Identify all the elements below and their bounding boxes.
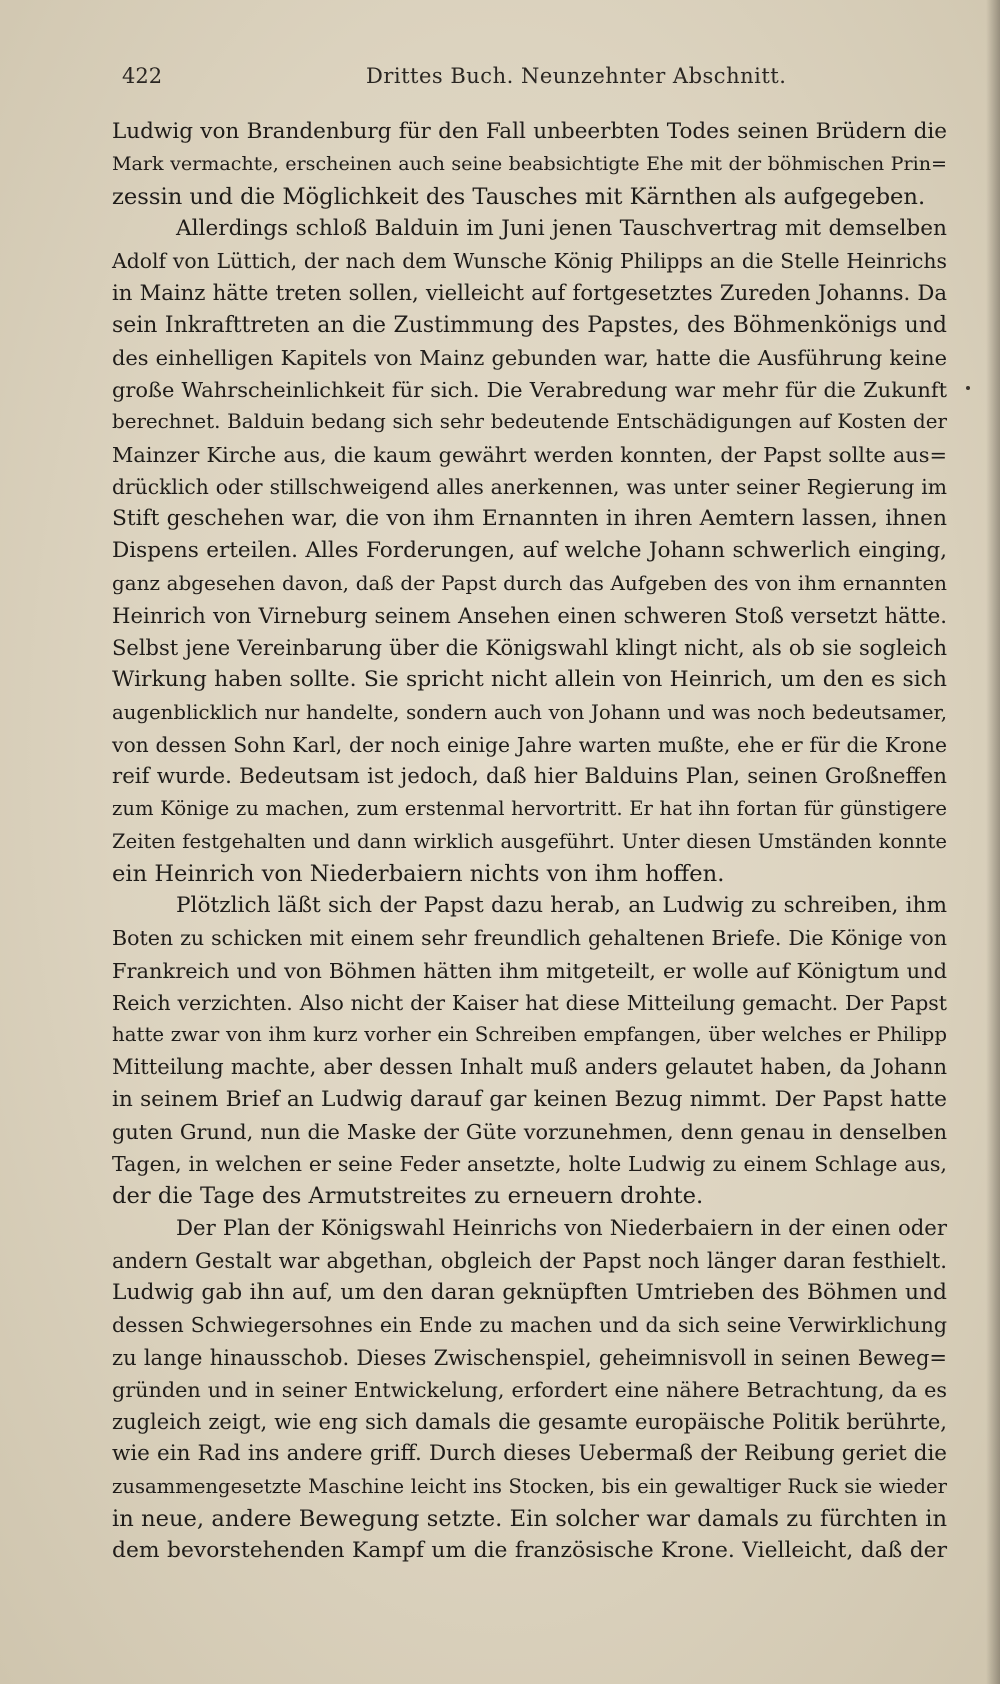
ink-speck <box>966 386 970 390</box>
text-line: zum Könige zu machen, zum erstenmal hervortritt. Er hat ihn fortan für günstigere <box>112 797 947 821</box>
text-line: guten Grund, nun die Maske der Güte vorzunehmen, denn genau in denselben <box>112 1119 947 1144</box>
text-line: andern Gestalt war abgethan, obgleich der Papst noch länger daran festhielt. <box>112 1247 947 1273</box>
running-head-title: Drittes Buch. Neunzehnter Abschnitt. <box>366 64 787 88</box>
text-line: Der Plan der Königswahl Heinrichs von Niederbaiern in der einen oder <box>176 1215 947 1241</box>
text-line: dem bevorstehenden Kampf um die französische Krone. Vielleicht, daß der <box>112 1538 947 1563</box>
text-line: Plötzlich läßt sich der Papst dazu herab, an Ludwig zu schreiben, ihm <box>176 893 947 918</box>
text-line: reif wurde. Bedeutsam ist jedoch, daß hier Balduins Plan, seinen Großneffen <box>112 764 947 789</box>
text-line: Reich verzichten. Also nicht der Kaiser hat diese Mitteilung gemacht. Der Papst <box>112 990 947 1015</box>
text-line: Zeiten festgehalten und dann wirklich ausgeführt. Unter diesen Umständen konnte <box>112 829 947 853</box>
text-line: Selbst jene Vereinbarung über die Königswahl klingt nicht, als ob sie sogleich <box>112 635 947 660</box>
text-line: Allerdings schloß Balduin im Juni jenen Tauschvertrag mit demselben <box>176 215 947 241</box>
text-line: gründen und in seiner Entwickelung, erfordert eine nähere Betrachtung, da es <box>112 1377 947 1402</box>
text-line: Wirkung haben sollte. Sie spricht nicht allein von Heinrich, um den es sich <box>112 667 947 693</box>
text-line: zessin und die Möglichkeit des Tausches mit Kärnthen als aufgegeben. <box>112 183 926 210</box>
paragraph-1 <box>112 116 947 213</box>
paragraph-3 <box>112 890 947 1213</box>
text-line: Frankreich und von Böhmen hätten ihm mitgeteilt, er wolle auf Königtum und <box>112 958 947 983</box>
paragraph-4 <box>112 1213 947 1568</box>
text-line: Mark vermachte, erscheinen auch seine beabsichtigte Ehe mit der böhmischen Prin= <box>112 152 947 176</box>
text-line: Mainzer Kirche aus, die kaum gewährt werden konnten, der Papst sollte aus= <box>112 442 947 467</box>
text-line: Stift geschehen war, die von ihm Ernannten in ihren Aemtern lassen, ihnen <box>112 506 947 531</box>
text-line: des einhelligen Kapitels von Mainz gebunden war, hatte die Ausführung keine <box>112 345 947 370</box>
running-head <box>122 64 942 100</box>
text-line: von dessen Sohn Karl, der noch einige Jahre warten mußte, ehe er für die Krone <box>112 732 947 757</box>
text-line: zu lange hinausschob. Dieses Zwischenspiel, geheimnisvoll in seinen Beweg= <box>112 1344 947 1370</box>
text-line: ein Heinrich von Niederbaiern nichts von ihm hoffen. <box>112 860 725 887</box>
text-line: dessen Schwiegersohnes ein Ende zu machen und da sich seine Verwirklichung <box>112 1313 947 1338</box>
text-line: augenblicklich nur handelte, sondern auch von Johann und was noch bedeutsamer, <box>112 700 947 724</box>
text-line: große Wahrscheinlichkeit für sich. Die Verabredung war mehr für die Zukunft <box>112 378 947 402</box>
text-line: Tagen, in welchen er seine Feder ansetzte, holte Ludwig zu einem Schlage aus, <box>112 1152 947 1176</box>
text-line: Boten zu schicken mit einem sehr freundlich gehaltenen Briefe. Die Könige von <box>112 926 947 951</box>
text-line: Heinrich von Virneburg seinem Ansehen einen schweren Stoß versetzt hätte. <box>112 602 947 628</box>
text-line: Adolf von Lüttich, der nach dem Wunsche König Philipps an die Stelle Heinrichs <box>112 249 947 273</box>
text-line: Mitteilung machte, aber dessen Inhalt muß anders gelautet haben, da Johann <box>112 1054 947 1080</box>
body-text <box>112 116 947 1567</box>
text-line: wie ein Rad ins andere griff. Durch dieses Uebermaß der Reibung geriet die <box>112 1441 947 1467</box>
text-line: in Mainz hätte treten sollen, vielleicht auf fortgesetztes Zureden Johanns. Da <box>112 280 947 306</box>
text-line: drücklich oder stillschweigend alles anerkennen, was unter seiner Regierung im <box>112 474 947 499</box>
text-line: sein Inkrafttreten an die Zustimmung des Papstes, des Böhmenkönigs und <box>112 312 947 338</box>
text-line: der die Tage des Armutstreites zu erneuern drohte. <box>112 1183 704 1210</box>
text-line: Dispens erteilen. Alles Forderungen, auf welche Johann schwerlich einging, <box>112 538 947 564</box>
text-line: in neue, andere Bewegung setzte. Ein solcher war damals zu fürchten in <box>112 1505 947 1532</box>
text-line: Ludwig gab ihn auf, um den daran geknüpften Umtrieben des Böhmen und <box>112 1280 947 1305</box>
text-line: zugleich zeigt, wie eng sich damals die gesamte europäische Politik berührte, <box>112 1409 947 1434</box>
text-line: in seinem Brief an Ludwig darauf gar keinen Bezug nimmt. Der Papst hatte <box>112 1086 947 1112</box>
page-number: 422 <box>122 64 163 88</box>
text-line: berechnet. Balduin bedang sich sehr bedeutende Entschädigungen auf Kosten der <box>112 410 947 434</box>
text-line: hatte zwar von ihm kurz vorher ein Schreiben empfangen, über welches er Philipp <box>112 1023 947 1046</box>
paragraph-2 <box>112 213 947 890</box>
text-line: ganz abgesehen davon, daß der Papst durch das Aufgeben des von ihm ernannten <box>112 571 947 595</box>
text-line: Ludwig von Brandenburg für den Fall unbeerbten Todes seinen Brüdern die <box>112 119 947 144</box>
text-line: zusammengesetzte Maschine leicht ins Stocken, bis ein gewaltiger Ruck sie wieder <box>112 1474 947 1498</box>
